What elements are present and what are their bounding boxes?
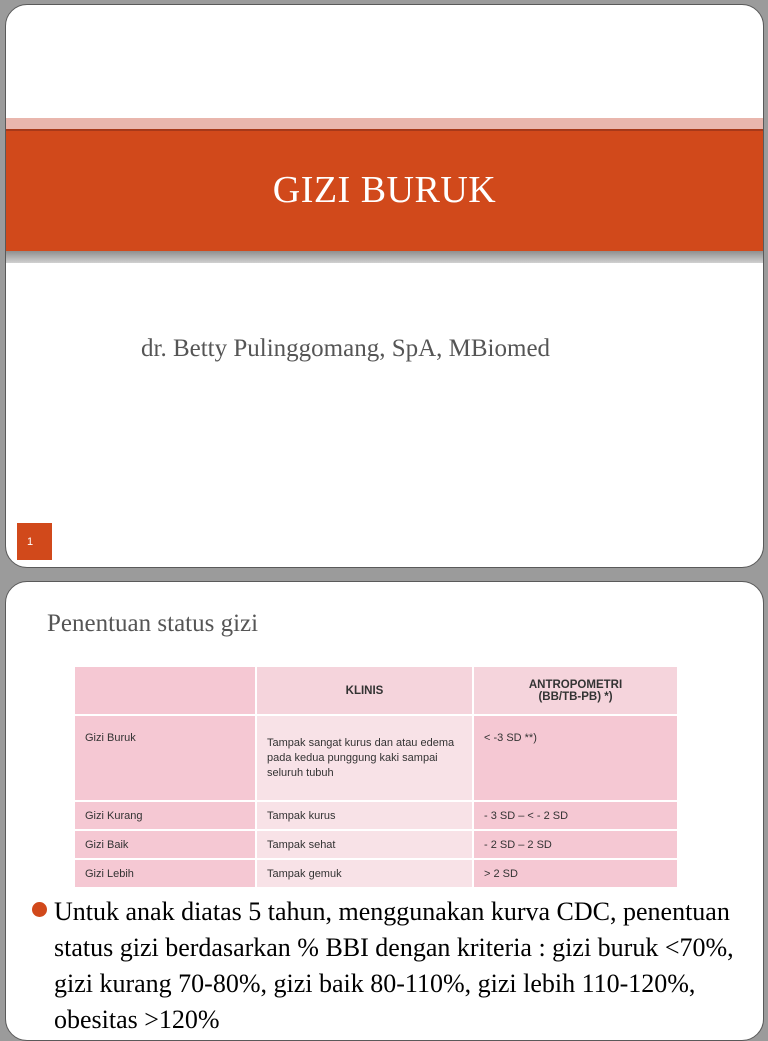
table-cell: - 3 SD – < - 2 SD: [473, 801, 678, 830]
table-header-row: [74, 666, 678, 715]
table-cell: Gizi Lebih: [74, 859, 256, 888]
table-cell: Tampak gemuk: [256, 859, 473, 888]
nutrition-status-table: [73, 665, 679, 889]
table-cell: < -3 SD **): [473, 715, 678, 801]
bullet-icon: [32, 902, 47, 917]
title-slide: [5, 4, 764, 568]
content-slide: [5, 581, 764, 1041]
slide-number-badge: 1: [17, 523, 52, 560]
table-header-blank: [74, 666, 256, 715]
table-cell: Gizi Buruk: [74, 715, 256, 801]
table-header-antropometri: ANTROPOMETRI (BB/TB-PB) *): [473, 666, 678, 715]
table-cell: Tampak sehat: [256, 830, 473, 859]
table-cell: Gizi Baik: [74, 830, 256, 859]
table-cell: > 2 SD: [473, 859, 678, 888]
table-row: [74, 801, 678, 830]
table-cell: Tampak kurus: [256, 801, 473, 830]
table-cell: - 2 SD – 2 SD: [473, 830, 678, 859]
slide-heading: Penentuan status gizi: [47, 610, 259, 637]
title-band-highlight: [6, 118, 763, 129]
table-row: [74, 830, 678, 859]
table-header-klinis: KLINIS: [256, 666, 473, 715]
slide-title: GIZI BURUK: [272, 169, 497, 211]
table-cell: Tampak sangat kurus dan atau edema pada kedua punggung kaki sampai seluruh tubuh: [256, 715, 473, 801]
title-band-shadow: [6, 251, 763, 263]
slide-subtitle: dr. Betty Pulinggomang, SpA, MBiomed: [141, 335, 551, 362]
bullet-text: Untuk anak diatas 5 tahun, menggunakan kurva CDC, penentuan status gizi berdasarkan % BBI dengan kriteria : gizi buruk <70%, gizi kurang 70-80%, gizi baik 80-110%, gizi lebih 110-120%, obesitas >120%: [54, 897, 734, 1034]
table-cell: Gizi Kurang: [74, 801, 256, 830]
table-row: [74, 859, 678, 888]
table-row: [74, 715, 678, 801]
